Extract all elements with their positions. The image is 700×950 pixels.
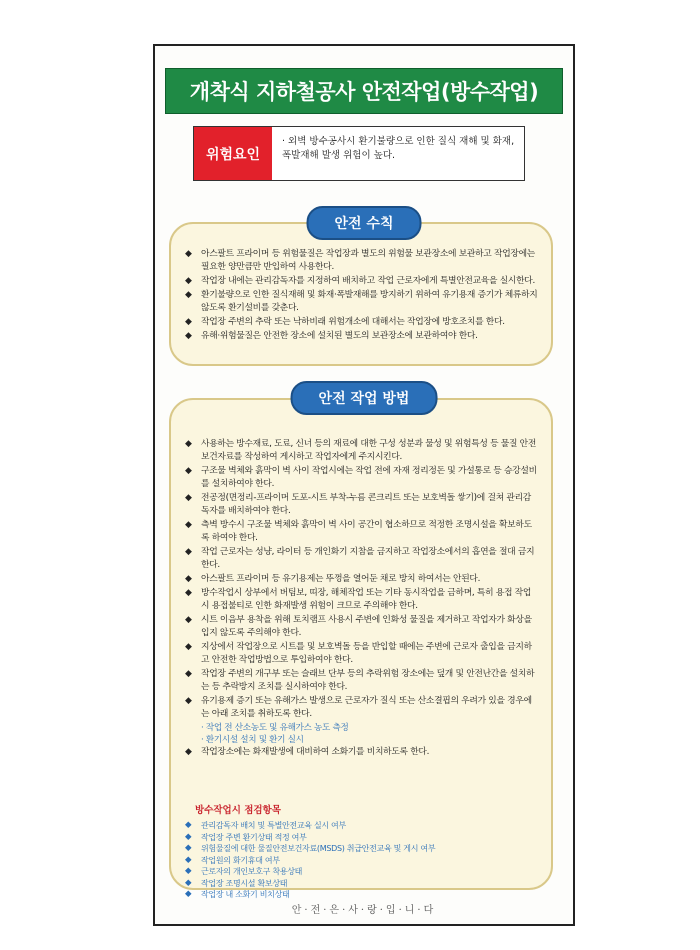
diamond-bullet-icon: ◆ <box>185 669 192 679</box>
hazard-description <box>272 127 524 180</box>
diamond-bullet-icon: ◆ <box>185 249 192 259</box>
list-item: ◆ 측벽 방수시 구조물 벽체와 흙막이 벽 사이 공간이 협소하므로 적정한 조명시설을 확보하도록 하여야 한다. <box>185 520 532 543</box>
diamond-bullet-icon: ◆ <box>185 866 192 876</box>
rules-heading: 안전 수칙 <box>307 206 422 240</box>
rules-panel <box>169 222 553 366</box>
diamond-bullet-icon: ◆ <box>185 831 192 842</box>
diamond-bullet-icon: ◆ <box>185 290 192 300</box>
diamond-bullet-icon: ◆ <box>185 820 192 830</box>
list-item: ◆ 작업장 주변의 추락 또는 낙하비래 위험개소에 대해서는 작업장에 방호조치를 한다. <box>185 317 505 327</box>
hazard-line-2: 폭발재해 발생 위험이 높다. <box>282 150 396 161</box>
footer-slogan: 안·전·은·사·랑·입·니·다 <box>291 905 437 916</box>
sub-item: · 환기시설 설치 및 환기 실시 <box>201 735 304 745</box>
diamond-bullet-icon: ◆ <box>185 439 192 449</box>
methods-heading: 안전 작업 방법 <box>291 381 438 415</box>
list-item: ◆ 유해·위험물질은 안전한 장소에 설치된 별도의 보관장소에 보관하여야 한다. <box>185 331 478 341</box>
diamond-bullet-icon: ◆ <box>185 547 192 557</box>
diamond-bullet-icon: ◆ <box>185 889 192 899</box>
list-item: ◆ 작업장 주변의 개구부 또는 슬래브 단부 등의 추락위험 장소에는 덮개 및 안전난간을 설치하는 등 추락방지 조치를 실시하여야 한다. <box>185 669 535 692</box>
list-item: ◆ 유기용제 증기 또는 유해가스 발생으로 근로자가 질식 또는 산소결핍의 우려가 있을 경우에는 아래 조치를 취하도록 한다. <box>185 696 532 719</box>
methods-panel <box>169 398 553 899</box>
list-item: ◆ 방수작업시 상부에서 버팀보, 띠장, 해체작업 또는 기타 동시작업을 금하며, 특히 용접 작업시 용접불티로 인한 화재발생 위험이 크므로 주의해야 한다. <box>185 588 532 611</box>
diamond-bullet-icon: ◆ <box>185 276 192 286</box>
checklist-heading: 방수작업시 점검항목 <box>195 805 281 816</box>
diamond-bullet-icon: ◆ <box>185 331 192 341</box>
list-item: ◆ 작업장소에는 화재발생에 대비하여 소화기를 비치하도록 한다. <box>185 747 430 757</box>
checklist-item: ◆ 작업장 조명시설 확보상태 <box>185 877 288 888</box>
checklist-item: ◆ 관리감독자 배치 및 특별안전교육 실시 여부 <box>185 820 346 830</box>
hazard-line-1: · 외벽 방수공사시 환기불량으로 인한 질식 재해 및 화재, <box>282 136 515 147</box>
checklist-item: ◆ 작업장 내 소화기 비치상태 <box>185 889 290 899</box>
checklist-item: ◆ 작업원의 화기휴대 여부 <box>185 854 280 865</box>
diamond-bullet-icon: ◆ <box>185 493 192 503</box>
diamond-bullet-icon: ◆ <box>185 615 192 625</box>
list-item: ◆ 환기불량으로 인한 질식재해 및 화재·폭발재해를 방지하기 위하여 유기용재 증기가 체류하지 않도록 환기설비를 갖춘다. <box>185 290 538 313</box>
diamond-bullet-icon: ◆ <box>185 466 192 476</box>
list-item: ◆ 시트 이음부 용착을 위해 토치램프 사용시 주변에 인화성 물질을 제거하고 작업자가 화상을 입지 않도록 주의해야 한다. <box>185 615 532 638</box>
diamond-bullet-icon: ◆ <box>185 696 192 706</box>
checklist-item: ◆ 위험물질에 대한 물질안전보건자료(MSDS) 취급안전교육 및 게시 여부 <box>185 843 436 853</box>
poster-title: 개착식 지하철공사 안전작업(방수작업) <box>189 80 539 104</box>
diamond-bullet-icon: ◆ <box>185 520 192 530</box>
list-item: ◆ 아스팔트 프라이머 등 유기용제는 뚜껑을 열어둔 채로 방치 하여서는 안된다. <box>185 574 481 584</box>
checklist <box>185 820 541 901</box>
list-item: ◆ 구조물 벽체와 흙막이 벽 사이 작업시에는 작업 전에 자재 정리정돈 및 가설통로 등 승강설비를 설치하여야 한다. <box>185 466 537 489</box>
rules-list <box>185 248 539 344</box>
diamond-bullet-icon: ◆ <box>185 843 192 853</box>
diamond-bullet-icon: ◆ <box>185 854 192 865</box>
diamond-bullet-icon: ◆ <box>185 588 192 598</box>
checklist-item: ◆ 근로자의 개인보호구 착용상태 <box>185 866 303 876</box>
hazard-label: 위험요인 <box>194 127 272 180</box>
list-item: ◆ 아스팔트 프라이머 등 위험물질은 작업장과 별도의 위험물 보관장소에 보관하고 작업장에는 필요한 양만큼만 반입하여 사용한다. <box>185 249 535 272</box>
title-banner <box>165 68 563 114</box>
diamond-bullet-icon: ◆ <box>185 747 192 757</box>
diamond-bullet-icon: ◆ <box>185 877 192 888</box>
safety-poster <box>153 44 575 926</box>
list-item: ◆ 사용하는 방수재료, 도료, 신너 등의 재료에 대한 구성 성분과 물성 및 위험특성 등 물질 안전보건자료를 작성하여 게시하고 작업자에게 주지시킨다. <box>185 439 537 462</box>
hazard-box <box>193 126 525 181</box>
methods-list <box>185 438 539 760</box>
list-item: ◆ 작업장 내에는 관리감독자를 지정하여 배치하고 작업 근로자에게 특별안전교육을 실시한다. <box>185 276 535 286</box>
diamond-bullet-icon: ◆ <box>185 317 192 327</box>
diamond-bullet-icon: ◆ <box>185 574 192 584</box>
checklist-item: ◆ 작업장 주변 환기상태 적정 여부 <box>185 831 307 842</box>
list-item: ◆ 작업 근로자는 성냥, 라이터 등 개인화기 지참을 금지하고 작업장소에서의 흡연을 절대 금지한다. <box>185 547 535 570</box>
sub-item: · 작업 전 산소농도 및 유해가스 농도 측정 <box>201 723 349 733</box>
diamond-bullet-icon: ◆ <box>185 642 192 652</box>
list-item: ◆ 지상에서 작업장으로 시트를 및 보호벽돌 등을 반입할 때에는 주변에 근로자 출입을 금지하고 안전한 작업방법으로 투입하여야 한다. <box>185 642 532 665</box>
list-item: ◆ 전공정(면정리-프라이머 도포-시트 부착-누름 콘크리트 또는 보호벽돌 쌓기)에 걸쳐 관리감독자를 배치하여야 한다. <box>185 493 531 516</box>
